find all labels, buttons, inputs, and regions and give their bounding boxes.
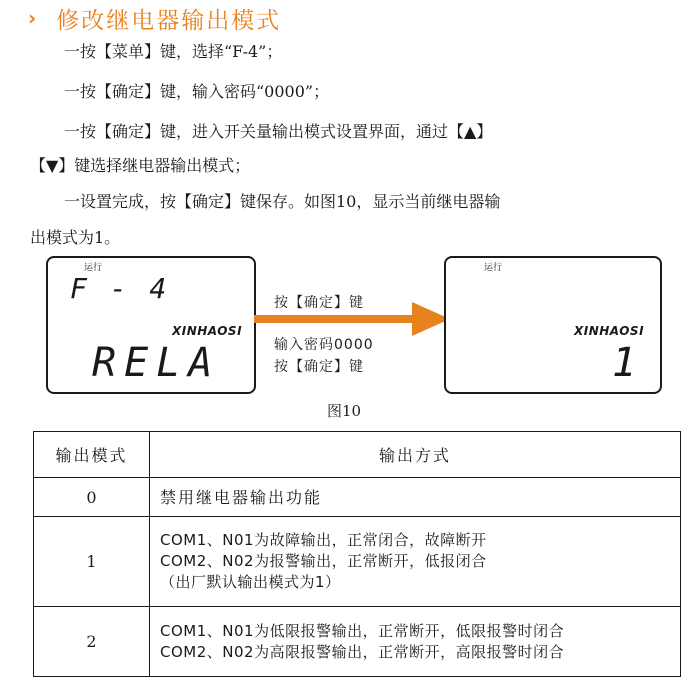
figure-caption: 图10 (326, 402, 362, 420)
step-4-continued: 出模式为1。 (30, 228, 121, 247)
table-row (34, 478, 681, 517)
output-description (150, 607, 681, 677)
brand-logo: XINHAOSI (172, 324, 243, 338)
output-mode-table (33, 431, 681, 677)
main-readout: RELA (92, 340, 221, 386)
arrow-label-below-1: 输入密码0000 (274, 337, 374, 353)
description-line: COM1、N01为低限报警输出，正常断开，低限报警时闭合 (160, 621, 565, 640)
arrow-label-above: 按【确定】键 (274, 295, 364, 311)
menu-code-readout: F - 4 (70, 272, 170, 305)
step-3: 一按【确定】键，进入开关量输出模式设置界面，通过【▲】 (64, 122, 493, 141)
chevron-right-icon: › (28, 6, 39, 30)
table-row (34, 517, 681, 607)
step-2: 一按【确定】键，输入密码“0000”； (64, 82, 330, 101)
main-readout: 1 (612, 340, 640, 386)
step-1: 一按【菜单】键，选择“F-4”； (64, 42, 283, 61)
description-line: COM1、N01为故障输出，正常闭合，故障断开 (160, 531, 487, 549)
section-title: 修改继电器输出模式 (56, 7, 282, 34)
run-indicator-label: 运行 (84, 263, 103, 273)
step-4: 一设置完成，按【确定】键保存。如图10，显示当前继电器输 (64, 192, 501, 211)
lcd-display-before (46, 256, 256, 394)
mode-value: 2 (34, 607, 150, 677)
brand-logo: XINHAOSI (574, 324, 645, 338)
mode-value: 1 (34, 517, 150, 607)
lcd-display-after (444, 256, 662, 394)
description-line: 禁用继电器输出功能 (160, 487, 323, 507)
arrow-label-below-2: 按【确定】键 (274, 359, 364, 375)
run-indicator-label: 运行 (484, 263, 503, 273)
output-description (150, 517, 681, 607)
description-line: COM2、N02为高限报警输出，正常断开，高限报警时闭合 (160, 642, 565, 661)
column-header-mode: 输出模式 (34, 432, 150, 478)
step-3-continued: 【▼】键选择继电器输出模式； (30, 156, 251, 175)
arrow-shaft (254, 315, 414, 323)
column-header-output: 输出方式 (150, 432, 681, 478)
table-header-row (34, 432, 681, 478)
description-line: （出厂默认输出模式为1） (160, 573, 341, 591)
description-line: COM2、N02为报警输出，正常断开，低报闭合 (160, 552, 487, 570)
table-row (34, 607, 681, 677)
section-heading (28, 2, 281, 34)
mode-value: 0 (34, 478, 150, 517)
output-description (150, 478, 681, 517)
